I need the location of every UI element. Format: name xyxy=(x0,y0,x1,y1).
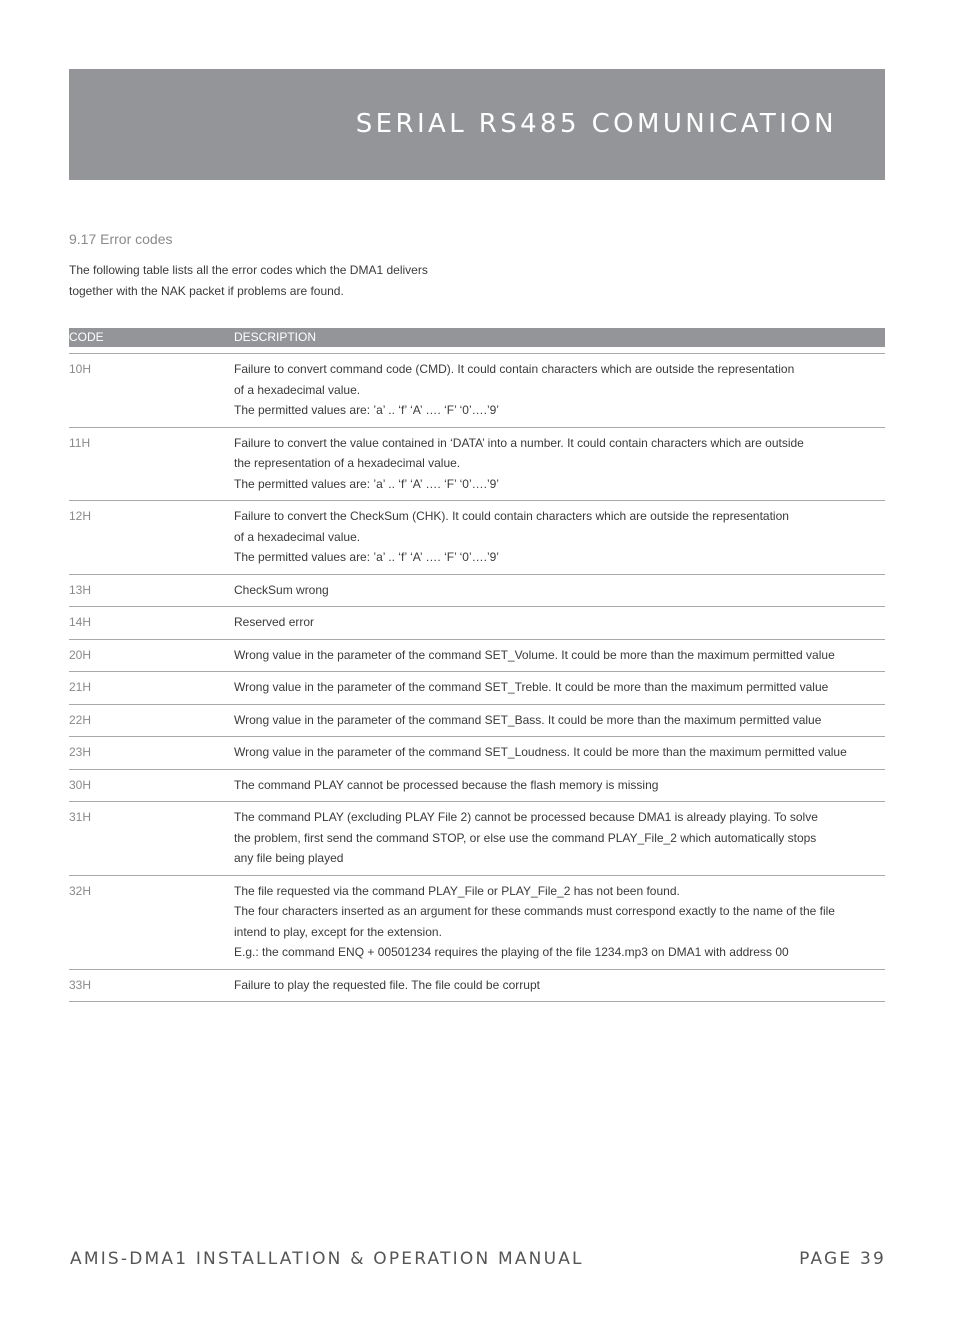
error-code-cell: 20H xyxy=(69,647,92,662)
description-line: of a hexadecimal value. xyxy=(234,382,361,397)
column-header-code: CODE xyxy=(69,330,104,344)
error-description-cell xyxy=(234,433,885,495)
description-line: Wrong value in the parameter of the command SET_Volume. It could be more than the maximum permitted value xyxy=(234,647,835,662)
description-line: of a hexadecimal value. xyxy=(234,529,361,544)
table-row xyxy=(69,876,885,970)
error-code-cell: 12H xyxy=(69,509,92,523)
error-code-cell: 14H xyxy=(69,615,92,629)
description-line: The file requested via the command PLAY_File or PLAY_File_2 has not been found. xyxy=(234,883,680,898)
error-code-cell: 32H xyxy=(69,883,92,898)
intro-line: together with the NAK packet if problems are found. xyxy=(69,283,344,298)
description-line: Failure to convert the CheckSum (CHK). It could contain characters which are outside the representation xyxy=(234,509,789,523)
table-row xyxy=(69,970,885,1003)
description-line: Failure to convert the value contained in ‘DATA’ into a number. It could contain characters which are outside xyxy=(234,435,804,450)
error-code-cell: 13H xyxy=(69,582,92,597)
column-header-description: DESCRIPTION xyxy=(234,330,317,344)
error-description-cell xyxy=(234,881,885,963)
description-line: The command PLAY (excluding PLAY File 2) cannot be processed because DMA1 is already playing. To solve xyxy=(234,810,818,824)
description-line: The permitted values are: ’a’ .. ‘f’ ‘A’ …. ‘F’ ‘0’….’9’ xyxy=(234,550,499,564)
intro-line: The following table lists all the error codes which the DMA1 delivers xyxy=(69,263,428,277)
description-line: The permitted values are: ’a’ .. ‘f’ ‘A’ …. ‘F’ ‘0’….’9’ xyxy=(234,476,499,491)
description-line: Failure to convert command code (CMD). It could contain characters which are outside the representation xyxy=(234,362,795,376)
error-description-cell xyxy=(234,359,885,421)
description-line: Wrong value in the parameter of the command SET_Treble. It could be more than the maximum permitted value xyxy=(234,680,829,694)
description-line: CheckSum wrong xyxy=(234,582,329,597)
error-code-cell: 11H xyxy=(69,435,91,450)
description-line: The four characters inserted as an argument for these commands must correspond exactly to the name of the file xyxy=(234,904,835,918)
footer-manual-title: AMIS-DMA1 INSTALLATION & OPERATION MANUAL xyxy=(70,1249,584,1269)
error-code-cell: 31H xyxy=(69,810,92,824)
error-description-cell xyxy=(234,742,885,763)
section-heading: 9.17 Error codes xyxy=(69,231,173,247)
error-description-cell xyxy=(234,612,885,633)
table-row xyxy=(69,501,885,575)
table-row xyxy=(69,737,885,770)
error-codes-table xyxy=(69,353,885,1002)
error-code-cell: 21H xyxy=(69,680,92,694)
table-row xyxy=(69,354,885,428)
error-code-cell: 22H xyxy=(69,712,92,727)
description-line: the problem, first send the command STOP, or else use the command PLAY_File_2 which automatically stops xyxy=(234,830,817,845)
error-description-cell xyxy=(234,506,885,568)
table-row xyxy=(69,428,885,502)
table-row xyxy=(69,802,885,876)
error-code-cell: 10H xyxy=(69,362,92,376)
table-header xyxy=(69,328,885,347)
table-row xyxy=(69,705,885,738)
error-code-cell: 30H xyxy=(69,777,92,792)
error-description-cell xyxy=(234,645,885,666)
description-line: intend to play, except for the extension. xyxy=(234,924,442,939)
intro-paragraph xyxy=(69,260,489,301)
description-line: Wrong value in the parameter of the command SET_Bass. It could be more than the maximum permitted value xyxy=(234,712,822,727)
table-row xyxy=(69,640,885,673)
header-band xyxy=(69,69,885,180)
table-row xyxy=(69,672,885,705)
error-description-cell xyxy=(234,775,885,796)
error-description-cell xyxy=(234,580,885,601)
description-line: the representation of a hexadecimal value. xyxy=(234,456,461,470)
description-line: E.g.: the command ENQ + 00501234 requires the playing of the file 1234.mp3 on DMA1 with address 00 xyxy=(234,945,789,959)
description-line: Reserved error xyxy=(234,615,315,629)
description-line: The permitted values are: ’a’ .. ‘f’ ‘A’ …. ‘F’ ‘0’….’9’ xyxy=(234,403,499,417)
error-code-cell: 33H xyxy=(69,977,92,992)
table-row xyxy=(69,770,885,803)
footer-page-number: PAGE 39 xyxy=(799,1249,886,1269)
description-line: Failure to play the requested file. The file could be corrupt xyxy=(234,977,540,992)
table-row xyxy=(69,575,885,608)
description-line: any file being played xyxy=(234,851,344,865)
description-line: The command PLAY cannot be processed because the flash memory is missing xyxy=(234,777,659,792)
error-code-cell: 23H xyxy=(69,745,92,759)
description-line: Wrong value in the parameter of the command SET_Loudness. It could be more than the maximum permitted value xyxy=(234,745,847,759)
page-title: SERIAL RS485 COMUNICATION xyxy=(355,109,837,139)
table-row xyxy=(69,607,885,640)
error-description-cell xyxy=(234,975,885,996)
error-description-cell xyxy=(234,710,885,731)
error-description-cell xyxy=(234,807,885,869)
error-description-cell xyxy=(234,677,885,698)
